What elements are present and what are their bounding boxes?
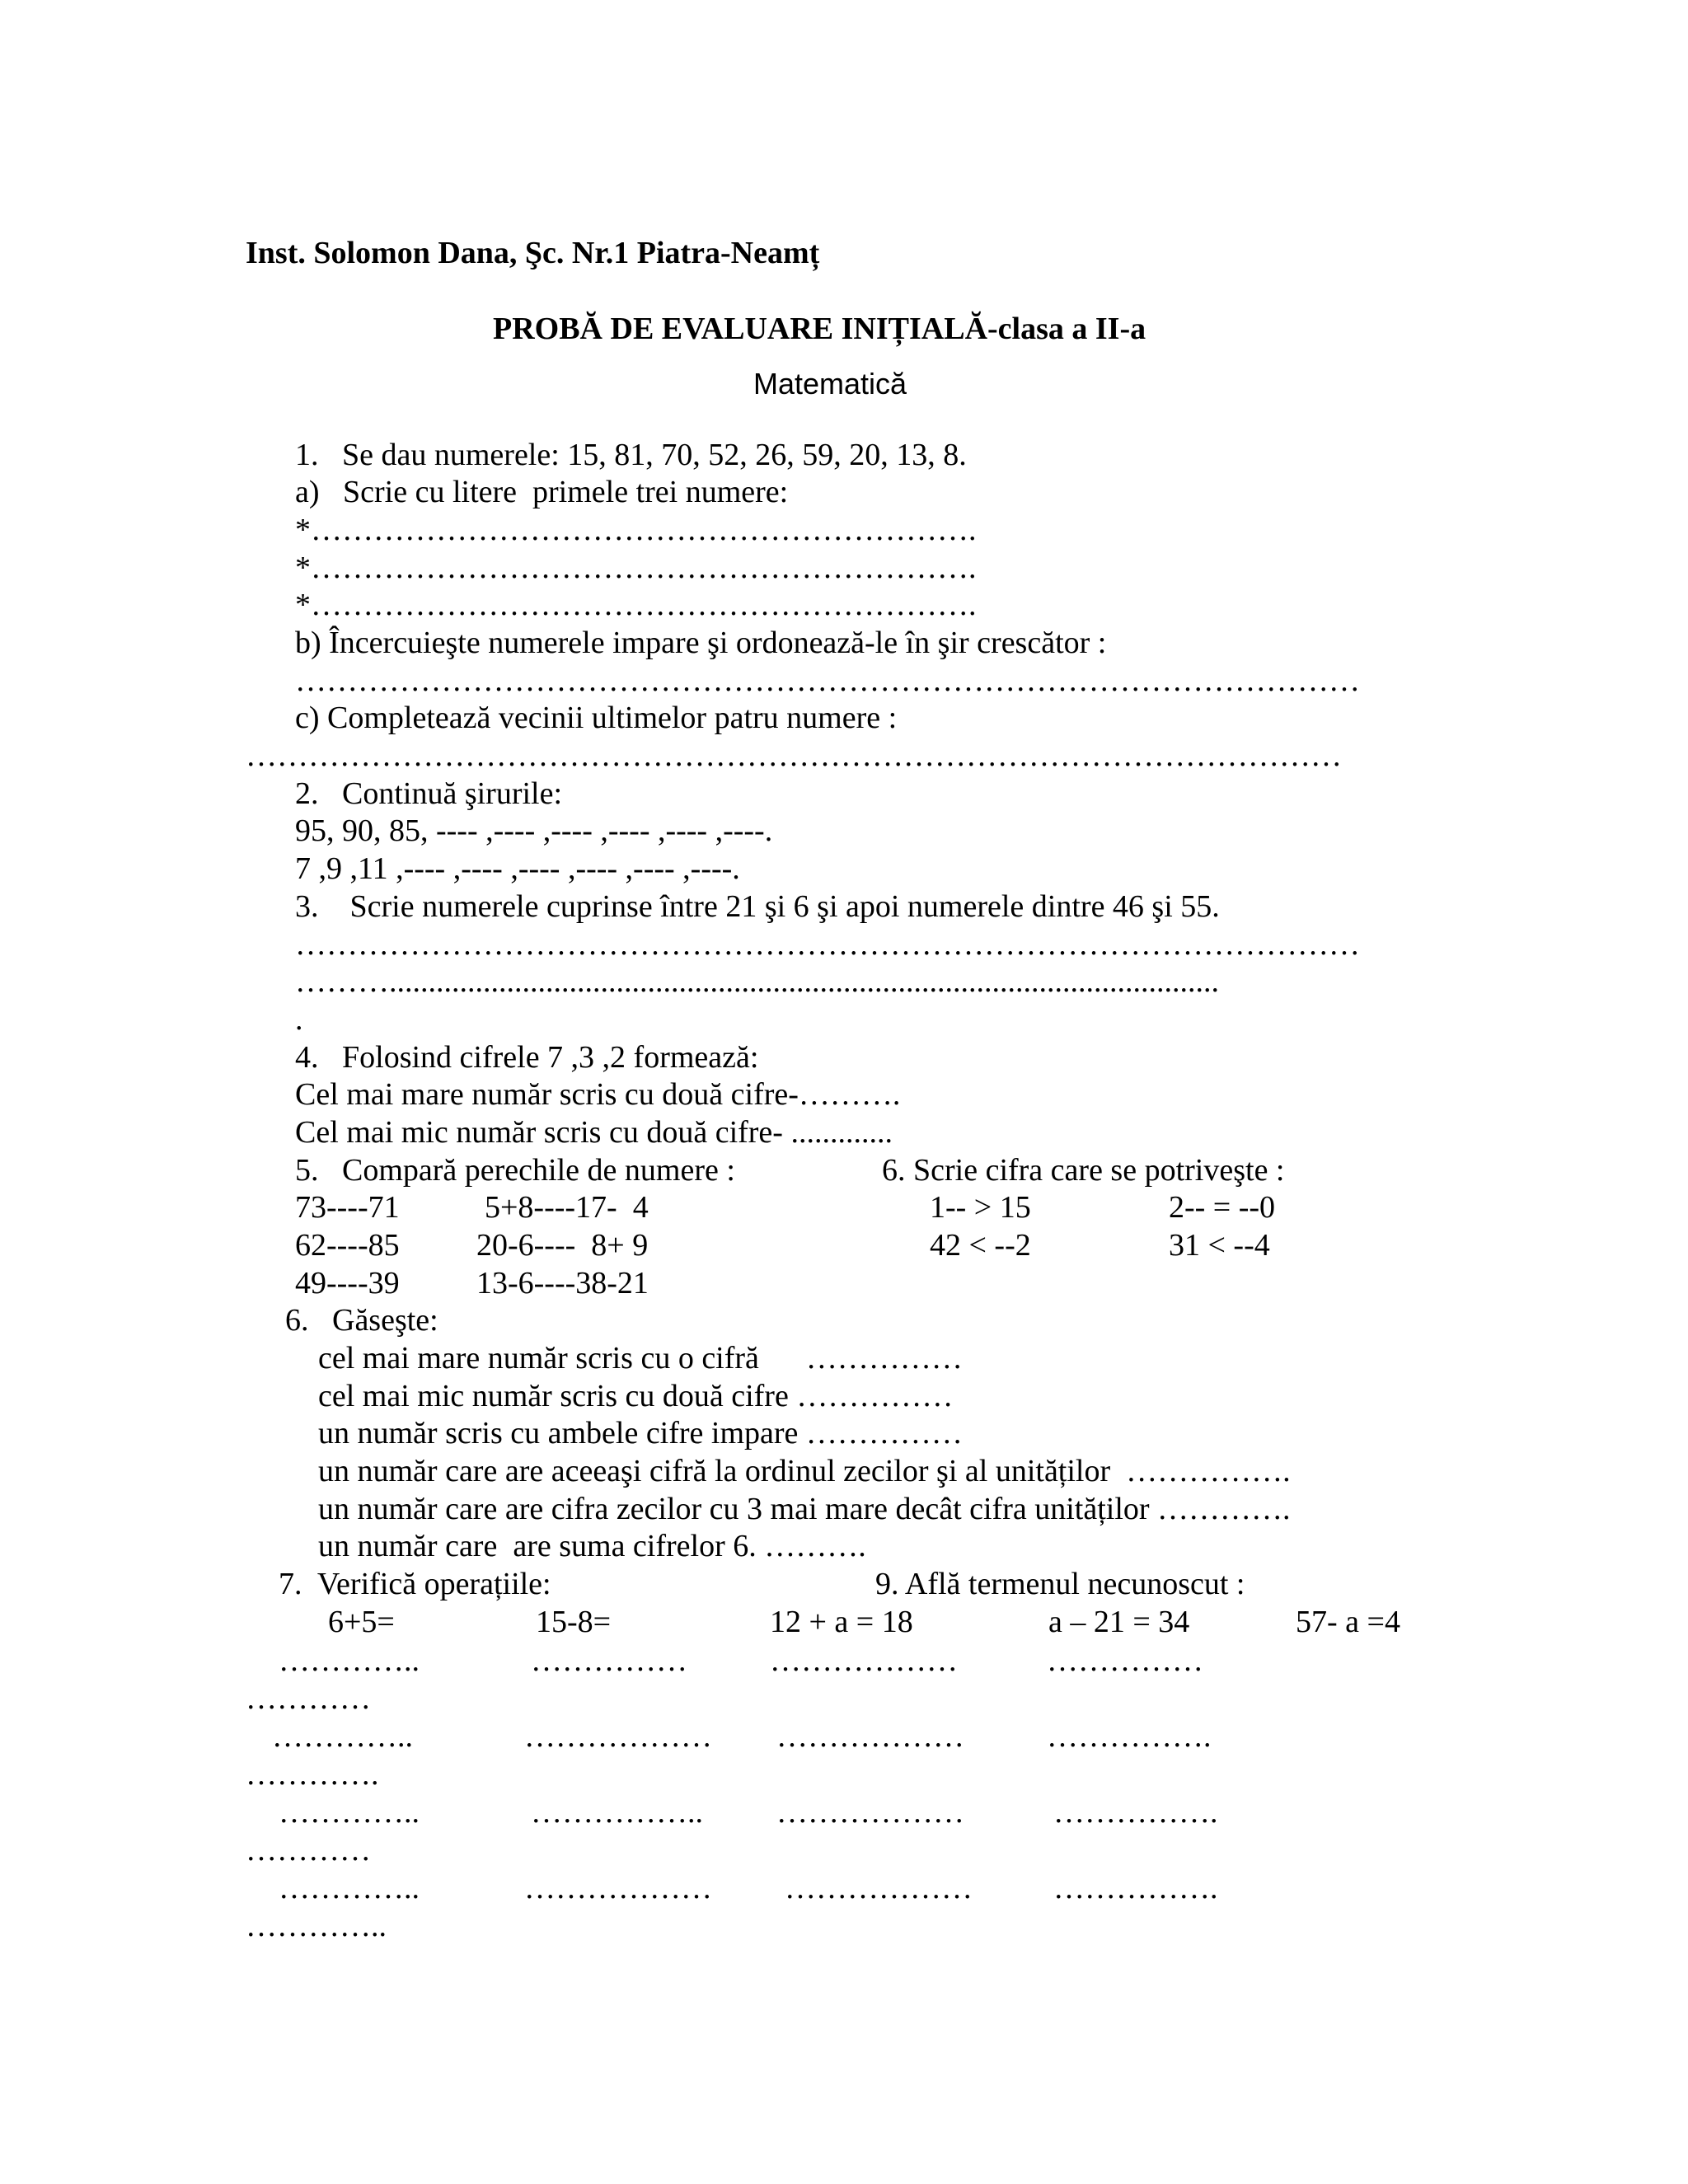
ex6-find-statement: 6. Găseşte: xyxy=(285,1303,438,1338)
ex5-compare-2a: 62----85 xyxy=(295,1228,400,1263)
ex1-b-prompt: b) Încercuieşte numerele impare şi ordonează-le în şir crescător : xyxy=(295,626,1107,660)
ex6-find-item-6: un număr care are suma cifrelor 6. ………. xyxy=(318,1529,866,1563)
ex1-c-prompt: c) Completează vecinii ultimelor patru numere : xyxy=(295,701,898,735)
answer-line-4-col-4: ……………. xyxy=(1053,1871,1218,1905)
subject-heading: Matematică xyxy=(753,367,907,401)
ex5-compare-3a: 49----39 xyxy=(295,1266,400,1301)
answer-line-3-col-1: ………….. xyxy=(279,1795,420,1830)
answer-line-1-col-4: …………… xyxy=(1047,1643,1203,1678)
ex1-a-prompt: a) Scrie cu litere primele trei numere: xyxy=(295,475,789,509)
ex6-digit-1b: 2-- = --0 xyxy=(1169,1190,1276,1225)
ex1-a-answer-line-3: *………………………………………………………. xyxy=(295,588,977,622)
ex9-equation-1: 12 + a = 18 xyxy=(770,1605,913,1639)
answer-line-3-col-4: ……………. xyxy=(1053,1795,1218,1830)
ex4-statement: 4. Folosind cifrele 7 ,3 ,2 formează: xyxy=(295,1040,759,1075)
answer-line-2-col-1: ………….. xyxy=(272,1719,413,1754)
ex1-a-answer-line-2: *………………………………………………………. xyxy=(295,551,977,585)
ex3-answer-line-1: ………………………………………………………………………………………… xyxy=(295,927,1360,962)
ex9-equation-3: 57- a =4 xyxy=(1296,1605,1400,1639)
answer-line-1-col-1: ………….. xyxy=(279,1643,420,1678)
ex6-find-item-1: cel mai mare număr scris cu o cifră …………… xyxy=(318,1341,963,1376)
ex6-find-item-2: cel mai mic număr scris cu două cifre …………… xyxy=(318,1379,954,1413)
ex1-c-answer-line: …………………………………………………………………………………………… xyxy=(246,738,1342,773)
ex4-question-1: Cel mai mare număr scris cu două cifre-………. xyxy=(295,1077,901,1112)
answer-line-2-col-3: ……………… xyxy=(776,1719,964,1754)
ex7-operation-1: 6+5= xyxy=(328,1605,395,1639)
ex7-operation-2: 15-8= xyxy=(536,1605,612,1639)
answer-line-4-col-2: ……………… xyxy=(524,1871,712,1905)
answer-line-1-col-3: ……………… xyxy=(770,1643,958,1678)
ex9-equation-2: a – 21 = 34 xyxy=(1048,1605,1190,1639)
ex6-digit-2a: 42 < --2 xyxy=(930,1228,1031,1263)
ex5-statement: 5. Compară perechile de numere : xyxy=(295,1153,735,1188)
ex6-digit-1a: 1-- > 15 xyxy=(930,1190,1031,1225)
ex4-question-2: Cel mai mic număr scris cu două cifre- ............. xyxy=(295,1115,893,1150)
answer-line-4-tail: ………….. xyxy=(246,1909,387,1943)
ex5-compare-1b: 5+8----17- 4 xyxy=(485,1190,649,1225)
ex6-digit-statement: 6. Scrie cifra care se potriveşte : xyxy=(882,1153,1285,1188)
page-title: PROBĂ DE EVALUARE INIȚIALĂ-clasa a II-a xyxy=(493,312,1146,346)
ex5-compare-3b: 13-6----38-21 xyxy=(476,1266,649,1301)
ex6-find-item-3: un număr scris cu ambele cifre impare …………… xyxy=(318,1416,963,1451)
author-line: Inst. Solomon Dana, Şc. Nr.1 Piatra-Neamț xyxy=(246,236,820,270)
ex5-compare-2b: 20-6---- 8+ 9 xyxy=(476,1228,649,1263)
answer-line-3-col-3: ……………… xyxy=(776,1795,964,1830)
ex6-find-item-4: un număr care are aceeaşi cifră la ordinul zecilor şi al unităților ……………. xyxy=(318,1454,1291,1488)
ex6-digit-2b: 31 < --4 xyxy=(1169,1228,1270,1263)
ex6-find-item-5: un număr care are cifra zecilor cu 3 mai mare decât cifra unităților …………. xyxy=(318,1492,1291,1526)
answer-line-2-col-2: ……………… xyxy=(524,1719,712,1754)
answer-line-2-tail: …………. xyxy=(246,1757,379,1792)
answer-line-3-col-2: …………….. xyxy=(531,1795,703,1830)
answer-line-4-col-1: ………….. xyxy=(279,1871,420,1905)
answer-line-4-col-3: ……………… xyxy=(785,1871,973,1905)
ex7-statement: 7. Verifică operațiile: xyxy=(279,1567,551,1601)
ex5-compare-1a: 73----71 xyxy=(295,1190,400,1225)
ex9-statement: 9. Află termenul necunoscut : xyxy=(875,1567,1245,1601)
ex3-answer-line-2: ……….......................................................................................................... xyxy=(295,964,1219,999)
ex2-sequence-2: 7 ,9 ,11 ,---- ,---- ,---- ,---- ,---- ,----. xyxy=(295,851,740,886)
ex1-a-answer-line-1: *………………………………………………………. xyxy=(295,513,977,547)
ex1-b-answer-line: ………………………………………………………………………………………… xyxy=(295,663,1360,698)
ex1-statement: 1. Se dau numerele: 15, 81, 70, 52, 26, 59, 20, 13, 8. xyxy=(295,438,967,472)
answer-line-1-col-2: …………… xyxy=(531,1643,687,1678)
answer-line-1-tail: ………… xyxy=(246,1681,371,1716)
answer-line-3-tail: ………… xyxy=(246,1833,371,1868)
ex3-answer-line-3: . xyxy=(295,1002,303,1037)
answer-line-2-col-4: ……………. xyxy=(1047,1719,1212,1754)
ex3-statement: 3. Scrie numerele cuprinse între 21 şi 6 şi apoi numerele dintre 46 şi 55. xyxy=(295,889,1220,924)
ex2-statement: 2. Continuă şirurile: xyxy=(295,776,563,811)
ex2-sequence-1: 95, 90, 85, ---- ,---- ,---- ,---- ,---- ,----. xyxy=(295,813,773,848)
